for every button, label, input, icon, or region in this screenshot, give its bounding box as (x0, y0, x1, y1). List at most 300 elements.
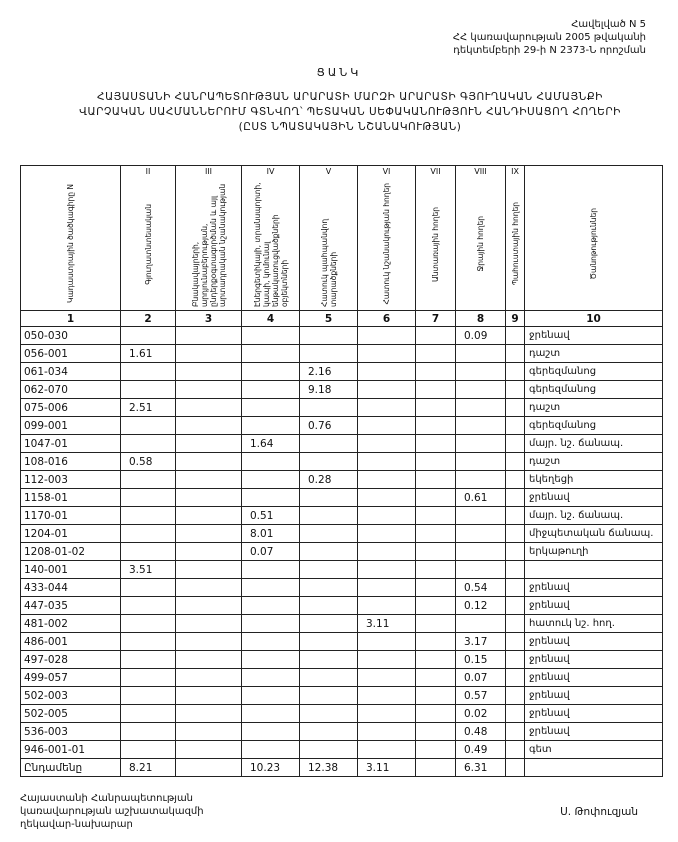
area-cell (300, 669, 358, 687)
area-cell (242, 453, 300, 471)
table-row (21, 363, 663, 381)
area-cell: 8.01 (242, 525, 300, 543)
area-cell (300, 723, 358, 741)
area-cell (242, 471, 300, 489)
area-cell (358, 453, 416, 471)
area-cell (416, 327, 456, 345)
area-cell (456, 507, 506, 525)
area-cell (176, 723, 242, 741)
cadastral-code-cell: 075-006 (21, 399, 121, 417)
title-line-1: ՀԱՅԱՍՏԱՆԻ ՀԱՆՐԱՊԵՏՈՒԹՅԱՆ ԱՐԱՐԱՏԻ ՄԱՐԶԻ ԱՐԱՐԱՏԻ ԳՅՈՒՂԱԿԱՆ ՀԱՄԱՅՆՔԻ (97, 91, 603, 103)
area-cell (242, 417, 300, 435)
table-row (21, 381, 663, 399)
cadastral-code-cell: 1047-01 (21, 435, 121, 453)
area-cell (358, 345, 416, 363)
area-cell (416, 381, 456, 399)
area-cell (121, 615, 176, 633)
area-cell (506, 471, 525, 489)
total-cell: 10.23 (242, 759, 300, 777)
area-cell (121, 669, 176, 687)
annex-reference (386, 18, 646, 57)
cadastral-code-cell: 108-016 (21, 453, 121, 471)
total-cell: 12.38 (300, 759, 358, 777)
roman-8: VIII (456, 166, 506, 179)
note-cell: մայր. նշ. ճանապ. (525, 507, 663, 525)
signatory-line-2: կառավարության աշխատակազմի (20, 806, 204, 817)
area-cell (456, 381, 506, 399)
area-cell (121, 597, 176, 615)
area-cell (300, 597, 358, 615)
area-cell (358, 489, 416, 507)
total-label: Ընդամենը (21, 759, 121, 777)
area-cell (242, 741, 300, 759)
area-cell (506, 327, 525, 345)
area-cell (176, 453, 242, 471)
area-cell (176, 489, 242, 507)
cadastral-code-cell: 1204-01 (21, 525, 121, 543)
area-cell (300, 489, 358, 507)
table-row (21, 525, 663, 543)
area-cell (506, 381, 525, 399)
area-cell (416, 489, 456, 507)
note-cell: գետ (525, 741, 663, 759)
area-cell (506, 525, 525, 543)
note-cell: ջրենավ (525, 723, 663, 741)
note-cell: ջրենավ (525, 489, 663, 507)
area-cell (176, 579, 242, 597)
area-cell: 0.28 (300, 471, 358, 489)
area-cell (506, 597, 525, 615)
area-cell (358, 561, 416, 579)
area-cell (300, 345, 358, 363)
roman-5: V (300, 166, 358, 179)
area-cell (176, 687, 242, 705)
signatory-name: Ս. Թոփուզյան (560, 806, 638, 818)
area-cell (506, 741, 525, 759)
area-cell: 0.48 (456, 723, 506, 741)
area-cell (456, 435, 506, 453)
area-cell (358, 417, 416, 435)
table-row (21, 345, 663, 363)
area-cell (121, 471, 176, 489)
area-cell: 1.64 (242, 435, 300, 453)
area-cell (416, 741, 456, 759)
area-cell (121, 651, 176, 669)
area-cell (300, 435, 358, 453)
header-settlements-industry: Բնակավայրերի, արդյունաբերության, ընդերքօգտագործման և այլ արտադրական նշանակության (176, 178, 242, 311)
note-cell: ջրենավ (525, 687, 663, 705)
area-cell: 1.61 (121, 345, 176, 363)
area-cell (506, 633, 525, 651)
area-cell (358, 327, 416, 345)
area-cell (121, 543, 176, 561)
table-row (21, 687, 663, 705)
note-cell (525, 561, 663, 579)
table-row (21, 651, 663, 669)
total-cell (416, 759, 456, 777)
table-row (21, 399, 663, 417)
area-cell (506, 507, 525, 525)
area-cell (300, 327, 358, 345)
area-cell (416, 363, 456, 381)
roman-9: IX (506, 166, 525, 179)
area-cell (456, 471, 506, 489)
area-cell: 3.11 (358, 615, 416, 633)
area-cell (121, 687, 176, 705)
cadastral-code-cell: 433-044 (21, 579, 121, 597)
area-cell (416, 417, 456, 435)
area-cell (506, 561, 525, 579)
area-cell (358, 363, 416, 381)
note-cell: դաշտ (525, 345, 663, 363)
area-cell (176, 615, 242, 633)
area-cell (456, 453, 506, 471)
colnum-10: 10 (525, 311, 663, 327)
header-energy-transport: Էներգետիկայի, տրանսպորտի, կապի, կոմունալ ենթակառուցվածքների օբյեկտների (242, 178, 300, 311)
table-row (21, 561, 663, 579)
area-cell (176, 525, 242, 543)
area-cell (176, 561, 242, 579)
area-cell (506, 705, 525, 723)
area-cell (456, 417, 506, 435)
area-cell (242, 633, 300, 651)
area-cell (456, 399, 506, 417)
area-cell (416, 345, 456, 363)
area-cell (300, 705, 358, 723)
area-cell (300, 399, 358, 417)
area-cell (358, 705, 416, 723)
colnum-4: 4 (242, 311, 300, 327)
cadastral-code-cell: 099-001 (21, 417, 121, 435)
area-cell (416, 633, 456, 651)
area-cell (176, 507, 242, 525)
note-cell: գերեզմանոց (525, 417, 663, 435)
area-cell (358, 687, 416, 705)
area-cell (506, 669, 525, 687)
cadastral-code-cell: 1158-01 (21, 489, 121, 507)
area-cell (300, 543, 358, 561)
area-cell (176, 435, 242, 453)
cadastral-code-cell: 061-034 (21, 363, 121, 381)
table-row (21, 669, 663, 687)
note-cell: եկեղեցի (525, 471, 663, 489)
area-cell (506, 543, 525, 561)
area-cell (416, 651, 456, 669)
table-row (21, 507, 663, 525)
table-row (21, 705, 663, 723)
area-cell (121, 525, 176, 543)
roman-7: VII (416, 166, 456, 179)
area-cell (121, 507, 176, 525)
area-cell: 2.16 (300, 363, 358, 381)
cadastral-code-cell: 481-002 (21, 615, 121, 633)
area-cell (176, 327, 242, 345)
total-cell (525, 759, 663, 777)
area-cell (456, 345, 506, 363)
area-cell (416, 579, 456, 597)
note-cell: մայր. նշ. ճանապ. (525, 435, 663, 453)
cadastral-code-cell: 062-070 (21, 381, 121, 399)
area-cell (121, 417, 176, 435)
area-cell (358, 435, 416, 453)
total-cell: 6.31 (456, 759, 506, 777)
area-cell (121, 633, 176, 651)
area-cell (358, 741, 416, 759)
area-cell (506, 363, 525, 381)
area-cell (242, 327, 300, 345)
colnum-7: 7 (416, 311, 456, 327)
roman-10 (525, 166, 663, 179)
area-cell (121, 363, 176, 381)
area-cell (242, 705, 300, 723)
title-line-3: (ԸՍՏ ՆՊԱՏԱԿԱՅԻՆ ՆՇԱՆԱԿՈՒԹՅԱՆ) (238, 121, 462, 133)
area-cell (242, 723, 300, 741)
total-cell (176, 759, 242, 777)
area-cell: 0.51 (242, 507, 300, 525)
cadastral-code-cell: 536-003 (21, 723, 121, 741)
area-cell: 3.17 (456, 633, 506, 651)
area-cell (506, 399, 525, 417)
area-cell (358, 633, 416, 651)
area-cell: 0.57 (456, 687, 506, 705)
title-line-2: ՎԱՐՉԱԿԱՆ ՍԱՀՄԱՆՆԵՐՈՒՄ ԳՏՆՎՈՂ՝ ՊԵՏԱԿԱՆ ՍԵՓԱԿԱՆՈՒԹՅՈՒՆ ՀԱՆԴԻՍԱՑՈՂ ՀՈՂԵՐԻ (79, 106, 621, 118)
area-cell (300, 507, 358, 525)
note-cell: միջպետական ճանապ. (525, 525, 663, 543)
area-cell (358, 597, 416, 615)
area-cell: 0.09 (456, 327, 506, 345)
area-cell (506, 687, 525, 705)
header-notes: Ծանոթություններ (525, 178, 663, 311)
area-cell (416, 453, 456, 471)
area-cell (358, 399, 416, 417)
area-cell (300, 651, 358, 669)
area-cell (242, 651, 300, 669)
header-agricultural: Գյուղատնտեսական (121, 178, 176, 311)
area-cell (456, 525, 506, 543)
area-cell (416, 687, 456, 705)
area-cell (121, 579, 176, 597)
area-cell (242, 669, 300, 687)
area-cell: 0.07 (456, 669, 506, 687)
table-row (21, 597, 663, 615)
column-number-row (21, 311, 663, 327)
area-cell (358, 507, 416, 525)
note-cell: ջրենավ (525, 669, 663, 687)
note-cell: դաշտ (525, 453, 663, 471)
area-cell (242, 615, 300, 633)
area-cell (416, 561, 456, 579)
area-cell (506, 435, 525, 453)
area-cell (300, 579, 358, 597)
area-cell (121, 705, 176, 723)
area-cell (242, 579, 300, 597)
signatory-line-1: Հայաստանի Հանրապետության (20, 793, 194, 804)
area-cell (300, 741, 358, 759)
area-cell (176, 633, 242, 651)
area-cell (176, 741, 242, 759)
total-cell (506, 759, 525, 777)
area-cell (300, 615, 358, 633)
note-cell: ջրենավ (525, 651, 663, 669)
area-cell (242, 363, 300, 381)
colnum-9: 9 (506, 311, 525, 327)
area-cell: 0.07 (242, 543, 300, 561)
table-row (21, 453, 663, 471)
header-water: Ջրային հողեր (456, 178, 506, 311)
area-cell (176, 381, 242, 399)
cadastral-code-cell: 486-001 (21, 633, 121, 651)
note-cell: ջրենավ (525, 597, 663, 615)
cadastral-code-cell: 112-003 (21, 471, 121, 489)
roman-4: IV (242, 166, 300, 179)
area-cell (242, 687, 300, 705)
area-cell (176, 417, 242, 435)
roman-6: VI (358, 166, 416, 179)
note-cell: ջրենավ (525, 579, 663, 597)
area-cell (456, 543, 506, 561)
area-cell (416, 435, 456, 453)
annex-line-1: Հավելված N 5 (571, 19, 646, 30)
area-cell (300, 453, 358, 471)
table-row (21, 633, 663, 651)
area-cell (176, 669, 242, 687)
area-cell (242, 381, 300, 399)
area-cell (416, 471, 456, 489)
area-cell (358, 471, 416, 489)
area-cell (416, 615, 456, 633)
area-cell (506, 345, 525, 363)
area-cell (416, 507, 456, 525)
table-row (21, 417, 663, 435)
area-cell (506, 489, 525, 507)
colnum-6: 6 (358, 311, 416, 327)
cadastral-code-cell: 140-001 (21, 561, 121, 579)
note-cell: ջրենավ (525, 327, 663, 345)
cadastral-code-cell: 502-003 (21, 687, 121, 705)
table-row (21, 741, 663, 759)
area-cell (506, 615, 525, 633)
area-cell (456, 615, 506, 633)
roman-numeral-row (21, 166, 663, 179)
area-cell (242, 489, 300, 507)
header-cadastral-code: Կադաստրային ծածկագիրը N (21, 178, 121, 311)
cadastral-code-cell: 497-028 (21, 651, 121, 669)
colnum-2: 2 (121, 311, 176, 327)
table-row (21, 489, 663, 507)
area-cell (176, 543, 242, 561)
area-cell (506, 417, 525, 435)
area-cell: 2.51 (121, 399, 176, 417)
roman-3: III (176, 166, 242, 179)
header-reserve: Պահուստային հողեր (506, 178, 525, 311)
area-cell (506, 723, 525, 741)
area-cell (176, 705, 242, 723)
note-cell: գերեզմանոց (525, 363, 663, 381)
area-cell (121, 435, 176, 453)
area-cell (242, 597, 300, 615)
area-cell (300, 687, 358, 705)
area-cell (416, 525, 456, 543)
total-cell: 3.11 (358, 759, 416, 777)
note-cell: դաշտ (525, 399, 663, 417)
cadastral-code-cell: 050-030 (21, 327, 121, 345)
area-cell: 0.02 (456, 705, 506, 723)
signatory-title (20, 792, 204, 831)
area-cell (176, 345, 242, 363)
area-cell (242, 345, 300, 363)
area-cell (506, 651, 525, 669)
colnum-8: 8 (456, 311, 506, 327)
header-special-purpose: Հատուկ նշանակության հողեր (358, 178, 416, 311)
area-cell: 0.61 (456, 489, 506, 507)
area-cell (300, 525, 358, 543)
table-row (21, 327, 663, 345)
cadastral-code-cell: 447-035 (21, 597, 121, 615)
colnum-1: 1 (21, 311, 121, 327)
area-cell (416, 399, 456, 417)
header-forest: Անտառային հողեր (416, 178, 456, 311)
area-cell (358, 543, 416, 561)
note-cell: գերեզմանոց (525, 381, 663, 399)
area-cell (121, 489, 176, 507)
area-cell (506, 453, 525, 471)
area-cell: 3.51 (121, 561, 176, 579)
area-cell (358, 381, 416, 399)
area-cell: 0.58 (121, 453, 176, 471)
area-cell (242, 399, 300, 417)
area-cell (121, 381, 176, 399)
note-cell: երկաթուղի (525, 543, 663, 561)
table-row (21, 471, 663, 489)
area-cell: 0.54 (456, 579, 506, 597)
table-row (21, 579, 663, 597)
cadastral-code-cell: 1208-01-02 (21, 543, 121, 561)
area-cell (176, 471, 242, 489)
area-cell (121, 723, 176, 741)
area-cell (416, 597, 456, 615)
cadastral-code-cell: 499-057 (21, 669, 121, 687)
note-cell: ջրենավ (525, 633, 663, 651)
table-row (21, 543, 663, 561)
area-cell: 0.76 (300, 417, 358, 435)
area-cell (176, 363, 242, 381)
area-cell (506, 579, 525, 597)
note-cell: ջրենավ (525, 705, 663, 723)
land-table (20, 165, 663, 777)
note-cell: հատուկ նշ. հող. (525, 615, 663, 633)
roman-1 (21, 166, 121, 179)
area-cell (358, 651, 416, 669)
area-cell (358, 525, 416, 543)
area-cell (456, 561, 506, 579)
area-cell: 0.12 (456, 597, 506, 615)
area-cell (121, 741, 176, 759)
area-cell (121, 327, 176, 345)
area-cell: 0.49 (456, 741, 506, 759)
total-cell: 8.21 (121, 759, 176, 777)
roman-2: II (121, 166, 176, 179)
column-header-row (21, 178, 663, 311)
area-cell (300, 633, 358, 651)
area-cell (416, 669, 456, 687)
cadastral-code-cell: 1170-01 (21, 507, 121, 525)
area-cell (176, 651, 242, 669)
cadastral-code-cell: 056-001 (21, 345, 121, 363)
table-row (21, 615, 663, 633)
cadastral-code-cell: 946-001-01 (21, 741, 121, 759)
area-cell: 9.18 (300, 381, 358, 399)
cadastral-code-cell: 502-005 (21, 705, 121, 723)
